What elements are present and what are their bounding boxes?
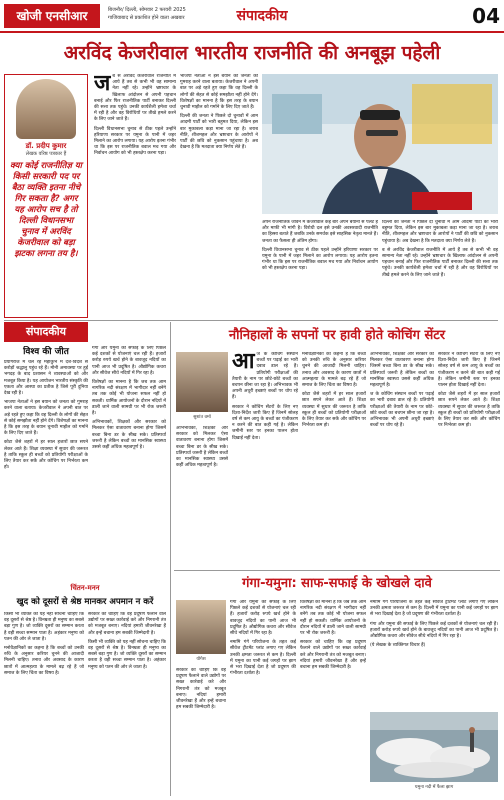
paragraph: विशेषज्ञों का मानना है कि जब तक आम नागरिक नदी संरक्षण में भागीदार नहीं बनेंगे तब तक कोई भी योजना सफल नहीं हो सकती। धार्मिक आयोजनों के दौरान नदियों में डाली जाने वाली सामग्री पर भी रोक जरूरी है।	[300, 600, 366, 637]
paragraph: सरकार को चाहिए कि वह प्रदूषण फैलाने वाले उद्योगों पर सख्त कार्रवाई करे और निगरानी तंत्र को मजबूत बनाए। नदियां हमारी जीवनरेखा हैं और इन्हें बचाना हम सबकी जिम्मेदारी है।	[176, 668, 226, 711]
paragraph: अभिभावकों, शिक्षकों और सरकार को मिलकर ऐसा वातावरण बनाना होगा जिसमें बच्चा बिना डर के सीख सके। प्रतिस्पर्धा जरूरी है लेकिन बच्चों का मानसिक स्वास्थ्य उससे कहीं अधिक महत्वपूर्ण है।	[370, 352, 434, 389]
paragraph: नमामि गंगे परियोजना के तहत कई सीवेज ट्रीटमेंट प्लांट लगाए गए लेकिन उनकी क्षमता जरूरत से कम है। दिल्ली में यमुना का पानी कई जगहों पर झाग से भरा दिखाई देता है जो प्रदूषण की गंभीरता दर्शाता है।	[370, 600, 498, 618]
paragraph: सरकार ने कोचिंग सेंटरों के लिए नए दिशा-निर्देश जारी किए हैं जिनमें सोलह वर्ष से कम आयु के बच्चों का पंजीकरण न करने की बात कही गई है। लेकिन जमीनी स्तर पर इनका पालन होता दिखाई नहीं देता।	[438, 352, 500, 389]
main-article-col-1	[94, 74, 176, 318]
paragraph: सरकार को चाहिए कि वह प्रदूषण फैलाने वाले उद्योगों पर सख्त कार्रवाई करे और निगरानी तंत्र को मजबूत बनाए। नदियां हमारी जीवनरेखा हैं और इन्हें बचाना हम सबकी जिम्मेदारी है।	[88, 612, 166, 636]
pull-quote: क्या कोई राजनीतिज्ञ या किसी सरकारी पद पर बैठा व्यक्ति इतना नीचे गिर सकता है? अगर यह आरोप सच है तो दिल्ली विधानसभा चुनाव में अरविंद केजरीवाल को बड़ा झटका लगना तय है।	[10, 161, 82, 259]
author-designation: लेखक वरिष्ठ पत्रकार हैं	[25, 151, 67, 157]
main-article-col-3	[262, 220, 378, 318]
paragraph: सरकार ने कोचिंग सेंटरों के लिए नए दिशा-निर्देश जारी किए हैं जिनमें सोलह वर्ष से कम आयु के बच्चों का पंजीकरण न करने की बात कही गई है। लेकिन जमीनी स्तर पर इनका पालन होता दिखाई नहीं देता।	[232, 404, 298, 441]
newspaper-logo: खोजी एनसीआर	[4, 4, 100, 28]
editorial-body	[4, 360, 88, 578]
article-2-col-4	[438, 352, 500, 566]
yamuna-photo	[370, 712, 498, 782]
date-line: बिजनौर/ दिल्ली, सोमवार 2 फरवरी 2025	[108, 7, 186, 13]
paragraph: दिल्ली विधानसभा चुनाव से ठीक पहले उन्होंने हरियाणा सरकार पर यमुना के पानी में जहर मिलाने का आरोप लगाया। यह आरोप इतना गंभीर था कि इस पर राजनीतिक बवाल मच गया और निर्वाचन आयोग को भी हस्तक्षेप करना पड़ा।	[94, 126, 176, 157]
article-2-author-name: सुशांत वर्मा	[193, 415, 211, 420]
dateline	[108, 6, 228, 22]
article-3-author-photo	[176, 600, 226, 654]
chintan-body-1	[4, 612, 84, 796]
main-article-col-4	[382, 220, 498, 318]
end-note: (ये लेखक के व्यक्तिगत विचार हैं)	[370, 643, 426, 649]
paragraph: दिल्ली की जनता ने पिछले दो चुनावों में आम आदमी पार्टी को भारी बहुमत दिया, लेकिन इस बार मुकाबला कड़ा माना जा रहा है। शराब नीति, शीशमहल और भ्रष्टाचार के आरोपों ने पार्टी की छवि को नुकसान पहुंचाया है। अब देखना है कि मतदाता क्या निर्णय लेते हैं।	[180, 114, 258, 151]
editorial-body-2	[92, 346, 166, 578]
paragraph: मनोवैज्ञानिकों का कहना है कि बच्चों को उनकी रुचि के अनुसार करियर चुनने की आजादी मिलनी चाहिए। तनाव और अवसाद के कारण छात्रों में आत्महत्या के मामले बढ़ रहे हैं जो समाज के लिए चिंता का विषय है।	[4, 646, 84, 676]
author-photo	[16, 79, 76, 139]
paragraph: अभिभावकों, शिक्षकों और सरकार को मिलकर ऐसा वातावरण बनाना होगा जिसमें बच्चा बिना डर के सीख सके। प्रतिस्पर्धा जरूरी है लेकिन बच्चों का मानसिक स्वास्थ्य उससे कहीं अधिक महत्वपूर्ण है।	[92, 420, 166, 451]
article-2-col-1	[232, 352, 298, 566]
page-number: 04	[472, 4, 500, 28]
paragraph: ज के कोचिंग संस्थान बच्चों पर पढ़ाई का भारी दबाव डाल रहे हैं। प्रतियोगी परीक्षाओं की तैयारी के नाम पर छोटे-छोटे बच्चों का बचपन छीना जा रहा है। अभिभावक भी अपनी अधूरी इच्छाएं बच्चों पर थोप रहे हैं।	[370, 392, 434, 429]
chintan-headline: खुद को दूसरों से श्रेष्ठ मानकर अपमान न करें	[16, 597, 154, 607]
paragraph: गंगा और यमुना की सफाई के लिए पिछले कई दशकों से योजनाएं चल रही हैं। हजारों करोड़ रुपये खर्च होने के बावजूद नदियों का पानी आज भी प्रदूषित है। औद्योगिक कचरा और सीवेज सीधे नदियों में गिर रहा है।	[92, 346, 166, 376]
paragraph: नमामि गंगे परियोजना के तहत कई सीवेज ट्रीटमेंट प्लांट लगाए गए लेकिन उनकी क्षमता जरूरत से कम है। दिल्ली में यमुना का पानी कई जगहों पर झाग से भरा दिखाई देता है जो प्रदूषण की गंभीरता दर्शाता है।	[230, 640, 296, 677]
photo-caption: यमुना नदी में फैला झाग	[414, 785, 454, 790]
chintan-tag: चिंतन-मनन	[70, 584, 100, 592]
paragraph: कोटा जैसे शहरों में हर साल हजारों छात्र सपने लेकर आते हैं। शिक्षा व्यवस्था में सुधार की जरूरत है ताकि स्कूल ही बच्चों को प्रतियोगी परीक्षाओं के लिए तैयार कर सकें और कोचिंग पर निर्भरता कम हो।	[302, 392, 366, 429]
paragraph: कोटा जैसे शहरों में हर साल हजारों छात्र सपने लेकर आते हैं। शिक्षा व्यवस्था में सुधार की जरूरत है ताकि स्कूल ही बच्चों को प्रतियोगी परीक्षाओं के लिए तैयार कर सकें और कोचिंग पर निर्भरता कम हो।	[4, 440, 88, 471]
paragraph: ज के कोचिंग संस्थान बच्चों पर पढ़ाई का भारी दबाव डाल रहे हैं। प्रतियोगी परीक्षाओं की तैयारी के नाम पर छोटे-छोटे बच्चों का बचपन छीना जा रहा है। अभिभावक भी अपनी अधूरी इच्छाएं बच्चों पर थोप रहे हैं।	[232, 352, 298, 401]
article-3-col-1	[230, 600, 296, 796]
article-3-headline: गंगा-यमुना: साफ-सफाई के खोखले दावे	[242, 576, 432, 591]
paragraph: भाजपा नेताओं ने इस बयान को जनता को गुमराह करने वाला बताया। केजरीवाल ने अपनी बात पर अड़े रहते हुए कहा कि वह दिल्ली के लोगों की सेहत से कोई समझौता नहीं होने देंगे। विशेषज्ञों का मानना है कि इस तरह के बयान चुनावी माहौल को गर्माने के लिए दिए जाते हैं।	[180, 74, 258, 111]
paragraph: दिल्ली विधानसभा चुनाव से ठीक पहले उन्होंने हरियाणा सरकार पर यमुना के पानी में जहर मिलाने का आरोप लगाया। यह आरोप इतना गंभीर था कि इस पर राजनीतिक बवाल मच गया और निर्वाचन आयोग को भी हस्तक्षेप करना पड़ा।	[262, 247, 378, 272]
paragraph: गंगा और यमुना की सफाई के लिए पिछले कई दशकों से योजनाएं चल रही हैं। हजारों करोड़ रुपये खर्च होने के बावजूद नदियों का पानी आज भी प्रदूषित है। औद्योगिक कचरा और सीवेज सीधे नदियों में गिर रहा है।	[370, 621, 498, 640]
paragraph: प्रयागराज में चल रहे महाकुंभ में देश-विदेश से करोड़ों श्रद्धालु पहुंच रहे हैं। मौनी अमावस्या पर हुई भगदड़ के बाद प्रशासन ने व्यवस्थाओं को और मजबूत किया है। यह आयोजन भारतीय संस्कृति की एकता और आस्था का प्रतीक है जिसे पूरी दुनिया देख रही है।	[4, 360, 88, 397]
article-3-col-0	[176, 668, 226, 796]
paragraph: ब से अरविंद केजरीवाल राजनीति में आये हैं तब से कभी भी वह सामान्य नेता नहीं रहे। उन्होंने भ्रष्टाचार के खिलाफ आंदोलन से अपनी पहचान बनाई और फिर राजनीतिक पार्टी बनाकर दिल्ली की सत्ता तक पहुंचे। उनकी कार्यशैली हमेशा चर्चा में रही है और वह विरोधियों पर तीखे हमले करने के लिए जाने जाते हैं।	[382, 247, 498, 278]
river-photo-illustration	[370, 712, 498, 782]
main-article-col-2	[180, 74, 258, 318]
paragraph: कोटा जैसे शहरों में हर साल हजारों छात्र सपने लेकर आते हैं। शिक्षा व्यवस्था में सुधार की जरूरत है ताकि स्कूल ही बच्चों को प्रतियोगी परीक्षाओं के लिए तैयार कर सकें और कोचिंग पर निर्भरता कम हो।	[438, 392, 500, 429]
editorial-band: संपादकीय	[4, 322, 88, 342]
paragraph: सरकार को चाहिए कि वह प्रदूषण फैलाने वाले उद्योगों पर सख्त कार्रवाई करे और निगरानी तंत्र को मजबूत बनाए। नदियां हमारी जीवनरेखा हैं और इन्हें बचाना हम सबकी जिम्मेदारी है।	[300, 640, 366, 671]
article-2-col-3	[370, 352, 434, 566]
paragraph: विशेषज्ञों का मानना है कि जब तक आम नागरिक नदी संरक्षण में भागीदार नहीं बनेंगे तब तक कोई भी योजना सफल नहीं हो सकती। धार्मिक आयोजनों के दौरान नदियों में डाली जाने वाली सामग्री पर भी रोक जरूरी है।	[92, 380, 166, 417]
vertical-divider	[170, 322, 171, 796]
chintan-body-2	[88, 612, 166, 796]
paragraph: अभिभावकों, शिक्षकों और सरकार को मिलकर ऐसा वातावरण बनाना होगा जिसमें बच्चा बिना डर के सीख सके। प्रतिस्पर्धा जरूरी है लेकिन बच्चों का मानसिक स्वास्थ्य उससे कहीं अधिक महत्वपूर्ण है।	[176, 426, 228, 469]
divider	[174, 570, 500, 571]
paragraph: किसी भी व्यक्ति को यह नहीं सोचना चाहिए कि वह दूसरों से श्रेष्ठ है। विनम्रता ही मनुष्य का सबसे बड़ा गुण है। जो व्यक्ति दूसरों का सम्मान करता है वही सच्चा सम्मान पाता है। अहंकार मनुष्य को पतन की ओर ले जाता है।	[88, 639, 166, 670]
divider	[4, 320, 498, 321]
article-2-col-2	[302, 352, 366, 566]
article-3-author-name: योगेश	[196, 657, 206, 662]
dropcap: ज	[94, 74, 111, 96]
article-2-headline: नौनिहालों के सपनों पर हावी होते कोचिंग सेंटर	[228, 328, 446, 343]
paragraph: किसी भी व्यक्ति को यह नहीं सोचना चाहिए कि वह दूसरों से श्रेष्ठ है। विनम्रता ही मनुष्य का सबसे बड़ा गुण है। जो व्यक्ति दूसरों का सम्मान करता है वही सच्चा सम्मान पाता है। अहंकार मनुष्य को पतन की ओर ले जाता है।	[4, 612, 84, 642]
editorial-headline: विश्व की जीत	[23, 347, 69, 357]
section-label: संपादकीय	[236, 8, 288, 24]
sub-line: गाजियाबाद से प्रकाशित होने वाला अखबार	[108, 15, 185, 21]
author-column	[4, 74, 88, 318]
paragraph: भाजपा नेताओं ने इस बयान को जनता को गुमराह करने वाला बताया। केजरीवाल ने अपनी बात पर अड़े रहते हुए कहा कि वह दिल्ली के लोगों की सेहत से कोई समझौता नहीं होने देंगे। विशेषज्ञों का मानना है कि इस तरह के बयान चुनावी माहौल को गर्माने के लिए दिए जाते हैं।	[4, 400, 88, 437]
masthead	[0, 0, 504, 34]
paragraph: मनोवैज्ञानिकों का कहना है कि बच्चों को उनकी रुचि के अनुसार करियर चुनने की आजादी मिलनी चाहिए। तनाव और अवसाद के कारण छात्रों में आत्महत्या के मामले बढ़ रहे हैं जो समाज के लिए चिंता का विषय है।	[302, 352, 366, 389]
paragraph: दिल्ली की जनता ने पिछले दो चुनावों में आम आदमी पार्टी को भारी बहुमत दिया, लेकिन इस बार मुकाबला कड़ा माना जा रहा है। शराब नीति, शीशमहल और भ्रष्टाचार के आरोपों ने पार्टी की छवि को नुकसान पहुंचाया है। अब देखना है कि मतदाता क्या निर्णय लेते हैं।	[382, 220, 498, 244]
paragraph: अपने राजनीतिक जीवन में केजरीवाल कई बार अपने बयानों से पलटे हैं और माफी भी मांगी है। विरोधी दल इसे उनकी अवसरवादी राजनीति का हिस्सा बताते हैं जबकि उनके समर्थक इसे साहसिक नेतृत्व मानते हैं। जनता का फैसला ही अंतिम होगा।	[262, 220, 378, 244]
dropcap: आ	[232, 352, 255, 374]
kejriwal-photo	[262, 74, 498, 214]
article-2-author-photo	[176, 352, 228, 412]
paragraph: ब से अरविंद केजरीवाल राजनीति में आये हैं तब से कभी भी वह सामान्य नेता नहीं रहे। उन्होंने भ्रष्टाचार के खिलाफ आंदोलन से अपनी पहचान बनाई और फिर राजनीतिक पार्टी बनाकर दिल्ली की सत्ता तक पहुंचे। उनकी कार्यशैली हमेशा चर्चा में रही है और वह विरोधियों पर तीखे हमले करने के लिए जाने जाते हैं।	[94, 74, 176, 123]
header-rule	[0, 31, 504, 33]
paragraph: गंगा और यमुना की सफाई के लिए पिछले कई दशकों से योजनाएं चल रही हैं। हजारों करोड़ रुपये खर्च होने के बावजूद नदियों का पानी आज भी प्रदूषित है। औद्योगिक कचरा और सीवेज सीधे नदियों में गिर रहा है।	[230, 600, 296, 637]
author-name: डॉ. प्रदीप कुमार	[25, 142, 67, 150]
article-3-col-3	[370, 600, 498, 708]
photo-illustration	[262, 74, 498, 214]
main-headline: अरविंद केजरीवाल भारतीय राजनीति की अनबूझ पहेली	[63, 42, 441, 64]
article-2-col-0	[176, 426, 228, 566]
article-3-col-2	[300, 600, 366, 796]
